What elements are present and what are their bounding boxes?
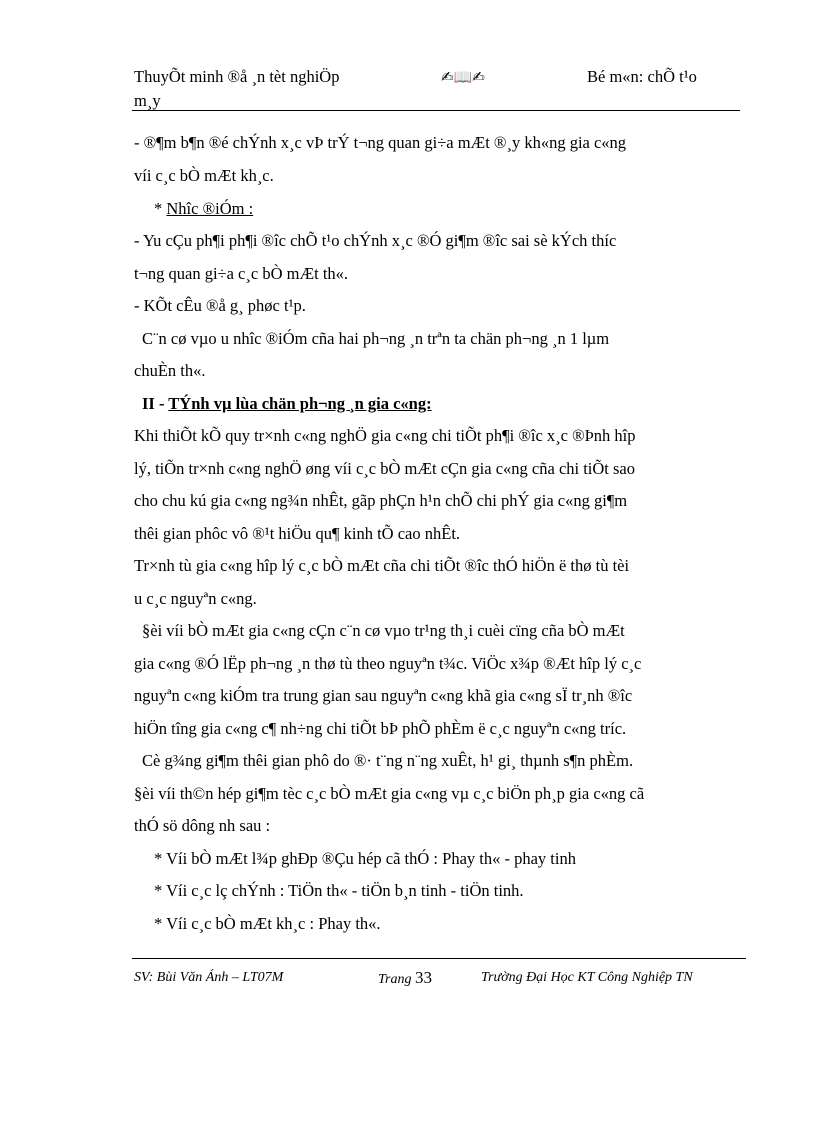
body-line: C¨n cø vµo u nhîc ®iÓm cña hai ph¬ng ¸n trªn ta chän ph¬ng ¸n 1 lµm (142, 329, 610, 348)
body-line: víi c¸c bÒ mÆt kh¸c. (134, 166, 274, 185)
header-book-ornament-icon: ✍📖✍ (441, 68, 485, 86)
header-divider (132, 110, 740, 111)
subheading (154, 197, 253, 221)
body-line: - KÕt cÊu ®å g¸ phøc t¹p. (134, 296, 306, 315)
header-title: ThuyÕt minh ®å ¸n tèt nghiÖp (134, 67, 340, 86)
body-line: - ®¶m b¶n ®é chÝnh x¸c vÞ trÝ t¬ng quan gi÷a mÆt ®¸y kh«ng gia c«ng (134, 133, 627, 152)
section-heading (142, 392, 432, 416)
body-line: chuÈn th«. (134, 361, 206, 380)
body-line: nguyªn c«ng kiÓm tra trung gian sau nguyªn c«ng khã gia c«ng sÏ tr¸nh ®îc (134, 686, 633, 705)
body-line: - Yu cÇu ph¶i ph¶i ®îc chÕ t¹o chÝnh x¸c ®Ó gi¶m ®îc sai sè kÝch thíc (134, 231, 617, 250)
header-subject: Bé m«n: chÕ t¹o (587, 67, 697, 86)
body-line: Cè g¾ng gi¶m thêi gian phô do ®· t¨ng n¨ng xuÊt, h¹ gi¸ thµnh s¶n phÈm. (142, 751, 634, 770)
body-line: hiÖn tîng gia c«ng c¶ nh÷ng chi tiÕt bÞ phÕ phÈm ë c¸c nguyªn c«ng tríc. (134, 719, 627, 738)
header-title-continued: m¸y (134, 91, 161, 110)
body-line: u c¸c nguyªn c«ng. (134, 589, 257, 608)
footer-divider (132, 958, 746, 959)
section-number: II - (142, 394, 169, 413)
footer-page-number: 33 (414, 968, 432, 987)
body-line: Tr×nh tù gia c«ng hîp lý c¸c bÒ mÆt cña chi tiÕt ®îc thÓ hiÖn ë thø tù tèi (134, 556, 630, 575)
body-line: gia c«ng ®Ó lËp ph¬ng ¸n thø tù theo nguyªn t¾c. ViÖc x¾p ®Æt hîp lý c¸c (134, 654, 642, 673)
footer-author: SV: Bùi Văn Ánh – LT07M (134, 970, 284, 985)
subheading-text: Nhîc ®iÓm : (166, 199, 254, 218)
body-line: §èi víi th©n hép gi¶m tèc c¸c bÒ mÆt gia c«ng vµ c¸c biÖn ph¸p gia c«ng cã (134, 784, 645, 803)
footer-page-label: Trang (378, 972, 415, 987)
body-line: * Víi bÒ mÆt l¾p ghÐp ®Çu hép cã thÓ : Phay th« - phay tinh (154, 849, 576, 868)
body-line: lý, tiÕn tr×nh c«ng nghÖ øng víi c¸c bÒ mÆt cÇn gia c«ng cña chi tiÕt sao (134, 459, 636, 478)
body-line: thêi gian phôc vô ®¹t hiÖu qu¶ kinh tÕ cao nhÊt. (134, 524, 461, 543)
subheading-prefix: * (154, 199, 167, 218)
body-line: * Víi c¸c lç chÝnh : TiÖn th« - tiÖn b¸n tinh - tiÖn tinh. (154, 881, 524, 900)
body-line: §èi víi bÒ mÆt gia c«ng cÇn c¨n cø vµo tr¹ng th¸i cuèi cïng cña bÒ mÆt (142, 621, 625, 640)
footer-school: Trường Đại Học KT Công Nghiệp TN (481, 970, 693, 985)
footer-page (378, 968, 432, 990)
body-line: Khi thiÕt kÕ quy tr×nh c«ng nghÖ gia c«ng chi tiÕt ph¶i ®îc x¸c ®Þnh hîp (134, 426, 636, 445)
section-title: TÝnh vµ lùa chän ph¬ng ¸n gia c«ng: (168, 394, 432, 413)
body-line: thÓ sö dông nh sau : (134, 816, 271, 835)
body-line: t¬ng quan gi÷a c¸c bÒ mÆt th«. (134, 264, 349, 283)
body-line: cho chu kú gia c«ng ng¾n nhÊt, gãp phÇn h¹n chÕ chi phÝ gia c«ng gi¶m (134, 491, 628, 510)
body-line: * Víi c¸c bÒ mÆt kh¸c : Phay th«. (154, 914, 381, 933)
